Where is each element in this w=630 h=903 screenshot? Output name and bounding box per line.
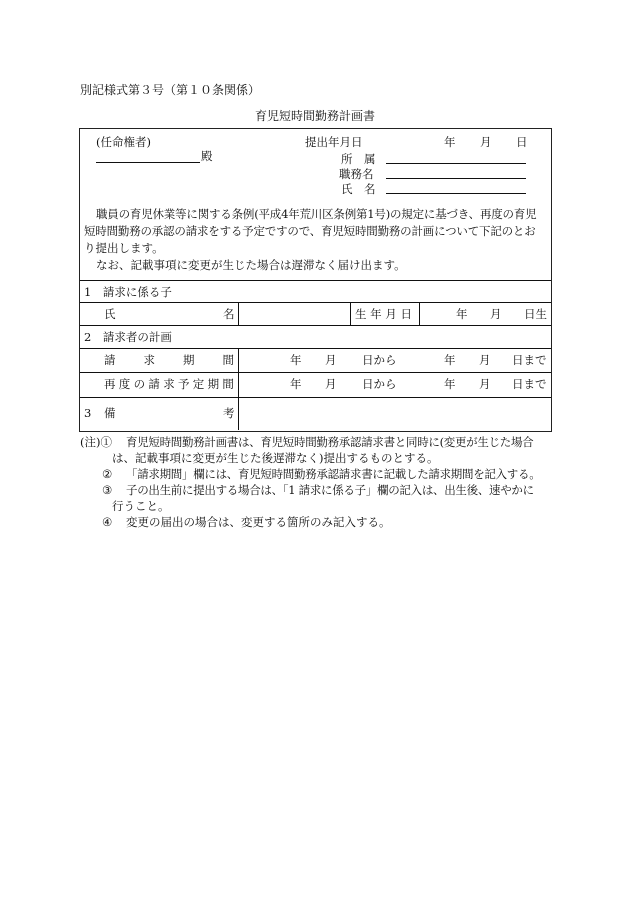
appointer-label: (任命権者)	[96, 135, 151, 149]
section2-heading: 2 請求者の計画	[84, 330, 172, 344]
remarks-label-b: 考	[223, 406, 235, 420]
submission-day: 日	[516, 135, 528, 149]
birth-day: 日生	[524, 307, 547, 321]
section1-heading: 1 請求に係る子	[84, 285, 172, 299]
divider	[80, 348, 551, 349]
to-day: 日まで	[512, 353, 547, 367]
from-year: 年	[290, 377, 302, 391]
divider	[80, 325, 551, 326]
honorific: 殿	[201, 149, 213, 163]
note3-number: ③	[102, 483, 113, 497]
child-name-label-b: 名	[223, 307, 235, 321]
from-year: 年	[290, 353, 302, 367]
name-label: 氏 名	[341, 182, 376, 196]
document-title: 育児短時間勤務計画書	[254, 109, 375, 123]
label-char: 請	[104, 353, 116, 367]
body-text-line3: り提出します。	[84, 241, 164, 255]
birth-year: 年	[456, 307, 468, 321]
divider-v	[419, 302, 420, 325]
to-year: 年	[444, 377, 456, 391]
note3-line1: 子の出生前に提出する場合は、「1 請求に係る子」欄の記入は、出生後、速やかに	[126, 483, 534, 497]
body-text-line1: 職員の育児休業等に関する条例(平成4年荒川区条例第1号)の規定に基づき、再度の育児	[96, 207, 537, 221]
position-label: 職務名	[339, 167, 374, 181]
from-day: 日から	[362, 377, 397, 391]
label-char: 期	[183, 353, 195, 367]
form-number: 別記様式第３号（第１０条関係）	[80, 83, 261, 97]
note2-text: 「請求期間」欄には、育児短時間勤務承認請求書に記載した請求期間を記入する。	[126, 467, 541, 481]
child-name-label-a: 氏	[104, 307, 116, 321]
notes-prefix: (注)①	[80, 435, 112, 449]
section3-number: 3	[84, 406, 92, 420]
affiliation-line[interactable]	[386, 163, 526, 164]
from-month: 月	[325, 353, 337, 367]
name-line[interactable]	[386, 193, 526, 194]
request-period-label	[104, 355, 234, 367]
from-day: 日から	[362, 353, 397, 367]
child-name-field[interactable]	[239, 303, 349, 324]
submission-year: 年	[444, 135, 456, 149]
divider	[80, 372, 551, 373]
remarks-label-a: 備	[104, 406, 116, 420]
divider	[80, 280, 551, 281]
note2-number: ②	[102, 467, 113, 481]
position-line[interactable]	[386, 178, 526, 179]
from-month: 月	[325, 377, 337, 391]
note1-line2: は、記載事項に変更が生じた後遅滞なく)提出するものとする。	[112, 451, 439, 465]
note4-number: ④	[102, 515, 113, 529]
label-char: 間	[222, 353, 234, 367]
to-year: 年	[444, 353, 456, 367]
note1-line1: 育児短時間勤務計画書は、育児短時間勤務承認請求書と同時に(変更が生じた場合	[126, 435, 534, 449]
repeat-period-label: 再度の請求予定期間	[104, 377, 238, 391]
to-month: 月	[479, 377, 491, 391]
body-text-line4: なお、記載事項に変更が生じた場合は遅滞なく届け出ます。	[96, 258, 406, 272]
remarks-field[interactable]	[239, 398, 550, 429]
note3-line2: 行うこと。	[112, 499, 170, 513]
label-char: 求	[143, 353, 155, 367]
submission-month: 月	[480, 135, 492, 149]
body-text-line2: 短時間勤務の承認の請求をする予定ですので、育児短時間勤務の計画について下記のとお	[84, 224, 536, 238]
appointer-name-line[interactable]	[96, 162, 200, 163]
affiliation-label: 所 属	[341, 152, 376, 166]
submission-date-label: 提出年月日	[305, 135, 363, 149]
to-day: 日まで	[512, 377, 547, 391]
birth-month: 月	[490, 307, 502, 321]
note4-text: 変更の届出の場合は、変更する箇所のみ記入する。	[126, 515, 391, 529]
birthdate-label: 生 年 月 日	[355, 307, 412, 321]
divider-v	[350, 302, 351, 325]
to-month: 月	[479, 353, 491, 367]
